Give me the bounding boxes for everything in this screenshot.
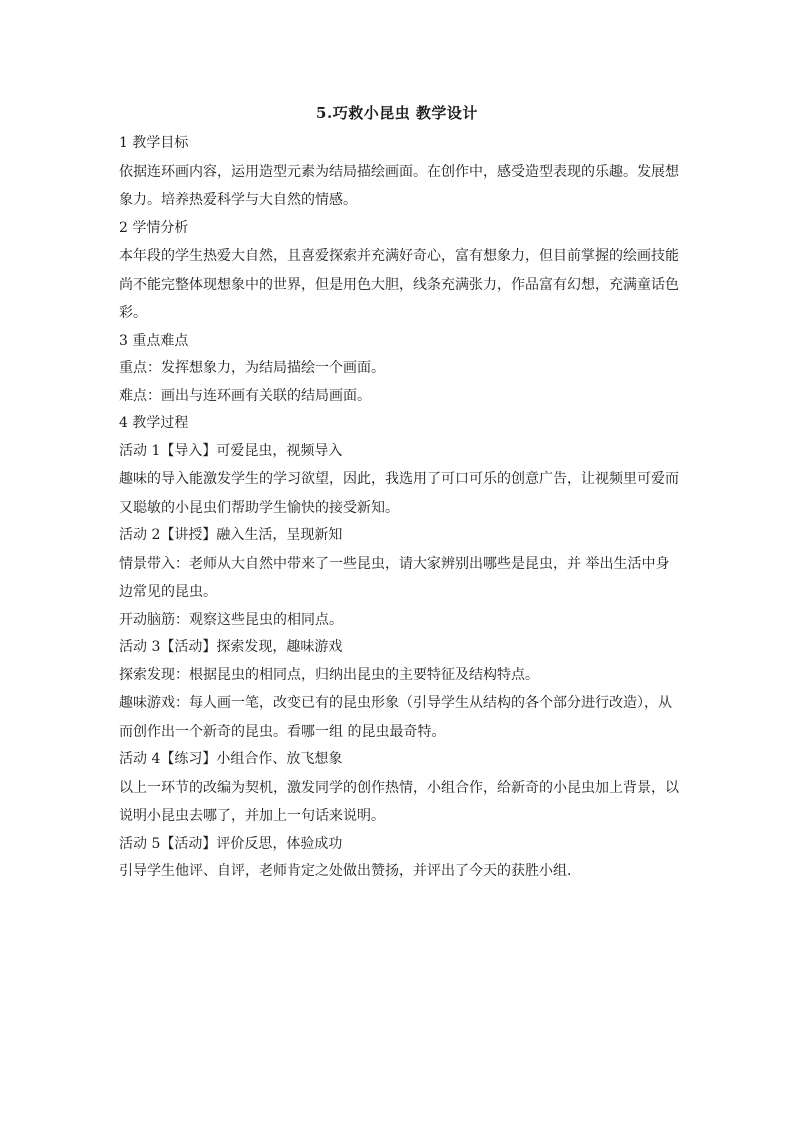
section-heading-process: 4 教学过程 [119,415,189,431]
paragraph-line: 依据连环画内容，运用造型元素为结局描绘画面。在创作中，感受造型表现的乐趣。发展想 [119,163,679,180]
section-heading-objectives: 1 教学目标 [119,135,189,151]
paragraph-line: 边常见的昆虫。 [119,584,217,600]
paragraph-line: 而创作出一个新奇的昆虫。看哪一组 的昆虫最奇特。 [119,723,446,740]
paragraph-line: 尚不能完整体现想象中的世界，但是用色大胆，线条充满张力，作品富有幻想，充满童话色 [119,276,679,293]
paragraph-line: 说明小昆虫去哪了，并加上一句话来说明。 [119,808,385,824]
paragraph-line: 象力。培养热爱科学与大自然的情感。 [119,192,357,208]
activity-2-title: 活动 2【讲授】融入生活，呈现新知 [119,527,343,543]
document-title: 5.巧救小昆虫 教学设计 [316,104,478,122]
paragraph-line: 本年段的学生热爱大自然，且喜爱探索并充满好奇心，富有想象力，但目前掌握的绘画技能 [119,248,679,264]
activity-3-explore-text: 探索发现：根据昆虫的相同点，归纳出昆虫的主要特征及结构特点。 [119,666,539,683]
activity-5-title: 活动 5【活动】评价反思，体验成功 [119,835,343,852]
objectives-paragraph [119,158,679,215]
activity-4-title: 活动 4【练习】小组合作、放飞想象 [119,751,343,767]
activity-3-title: 活动 3【活动】探索发现，趣味游戏 [119,639,343,655]
paragraph-line: 以上一环节的改编为契机，激发同学的创作热情，小组合作，给新奇的小昆虫加上背景，以 [119,779,679,796]
activity-4-paragraph [119,774,679,831]
paragraph-line: 趣味游戏：每人画一笔，改变已有的昆虫形象（引导学生从结构的各个部分进行改造），从 [119,695,672,711]
activity-2-brain-text: 开动脑筋：观察这些昆虫的相同点。 [119,611,343,628]
paragraph-line: 情景带入：老师从大自然中带来了一些昆虫，请大家辨别出哪些是昆虫，并 举出生活中身 [119,555,670,572]
section-heading-key-points: 3 重点难点 [119,332,189,349]
document-body [119,130,679,886]
activity-2-paragraph [119,550,679,607]
paragraph-line: 趣味的导入能激发学生的学习欲望，因此，我选用了可口可乐的创意广告，让视频里可爱而 [119,471,679,487]
activity-5-text: 引导学生他评、自评，老师肯定之处做出赞扬，并评出了今天的获胜小组. [119,863,572,879]
activity-1-paragraph [119,465,679,522]
activity-1-title: 活动 1【导入】可爱昆虫，视频导入 [119,442,343,459]
analysis-paragraph [119,242,679,328]
section-heading-analysis: 2 学情分析 [119,219,189,236]
paragraph-line: 又聪敏的小昆虫们帮助学生愉快的接受新知。 [119,499,399,516]
paragraph-line: 彩。 [119,305,147,321]
key-point-text: 重点：发挥想象力，为结局描绘一个画面。 [119,360,385,376]
difficulty-text: 难点：画出与连环画有关联的结局画面。 [119,387,371,404]
activity-3-game-paragraph [119,689,679,746]
